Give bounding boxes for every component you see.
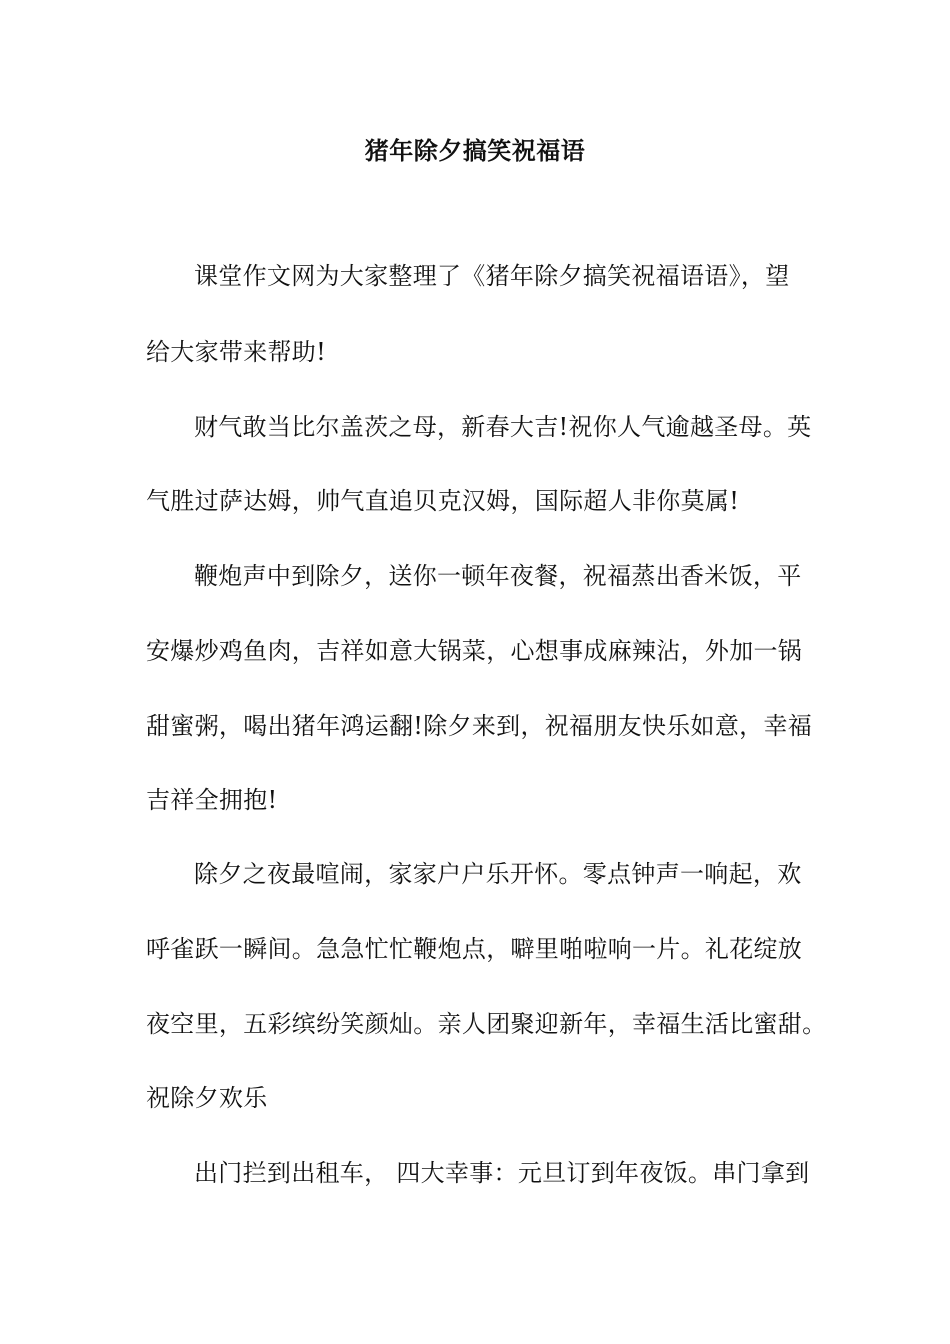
paragraph-line: 财气敢当比尔盖茨之母，新春大吉!祝你人气逾越圣母。英 — [194, 413, 812, 441]
paragraph-line: 除夕之夜最喧闹，家家户户乐开怀。零点钟声一响起，欢 — [194, 860, 802, 888]
paragraph-line: 呼雀跃一瞬间。急急忙忙鞭炮点，噼里啪啦响一片。礼花绽放 — [146, 935, 803, 963]
document-title: 猪年除夕搞笑祝福语 — [364, 137, 586, 165]
paragraph-line: 课堂作文网为大家整理了《猪年除夕搞笑祝福语语》，望 — [194, 262, 790, 290]
paragraph-line: 安爆炒鸡鱼肉，吉祥如意大锅菜，心想事成麻辣沾，外加一锅 — [146, 637, 803, 665]
paragraph-line: 夜空里，五彩缤纷笑颜灿。亲人团聚迎新年，幸福生活比蜜甜。 — [146, 1010, 827, 1038]
paragraph-line: 鞭炮声中到除夕，送你一顿年夜餐，祝福蒸出香米饭，平 — [194, 562, 802, 590]
paragraph-line: 出门拦到出租车， 四大幸事：元旦订到年夜饭。串门拿到 — [194, 1159, 810, 1187]
paragraph-line: 给大家带来帮助! — [146, 338, 327, 366]
paragraph-line: 吉祥全拥抱! — [146, 786, 278, 814]
paragraph-line: 气胜过萨达姆，帅气直追贝克汉姆，国际超人非你莫属! — [146, 487, 740, 515]
paragraph-line: 祝除夕欢乐 — [146, 1084, 268, 1112]
paragraph-line: 甜蜜粥，喝出猪年鸿运翻!除夕来到，祝福朋友快乐如意，幸福 — [146, 712, 813, 740]
